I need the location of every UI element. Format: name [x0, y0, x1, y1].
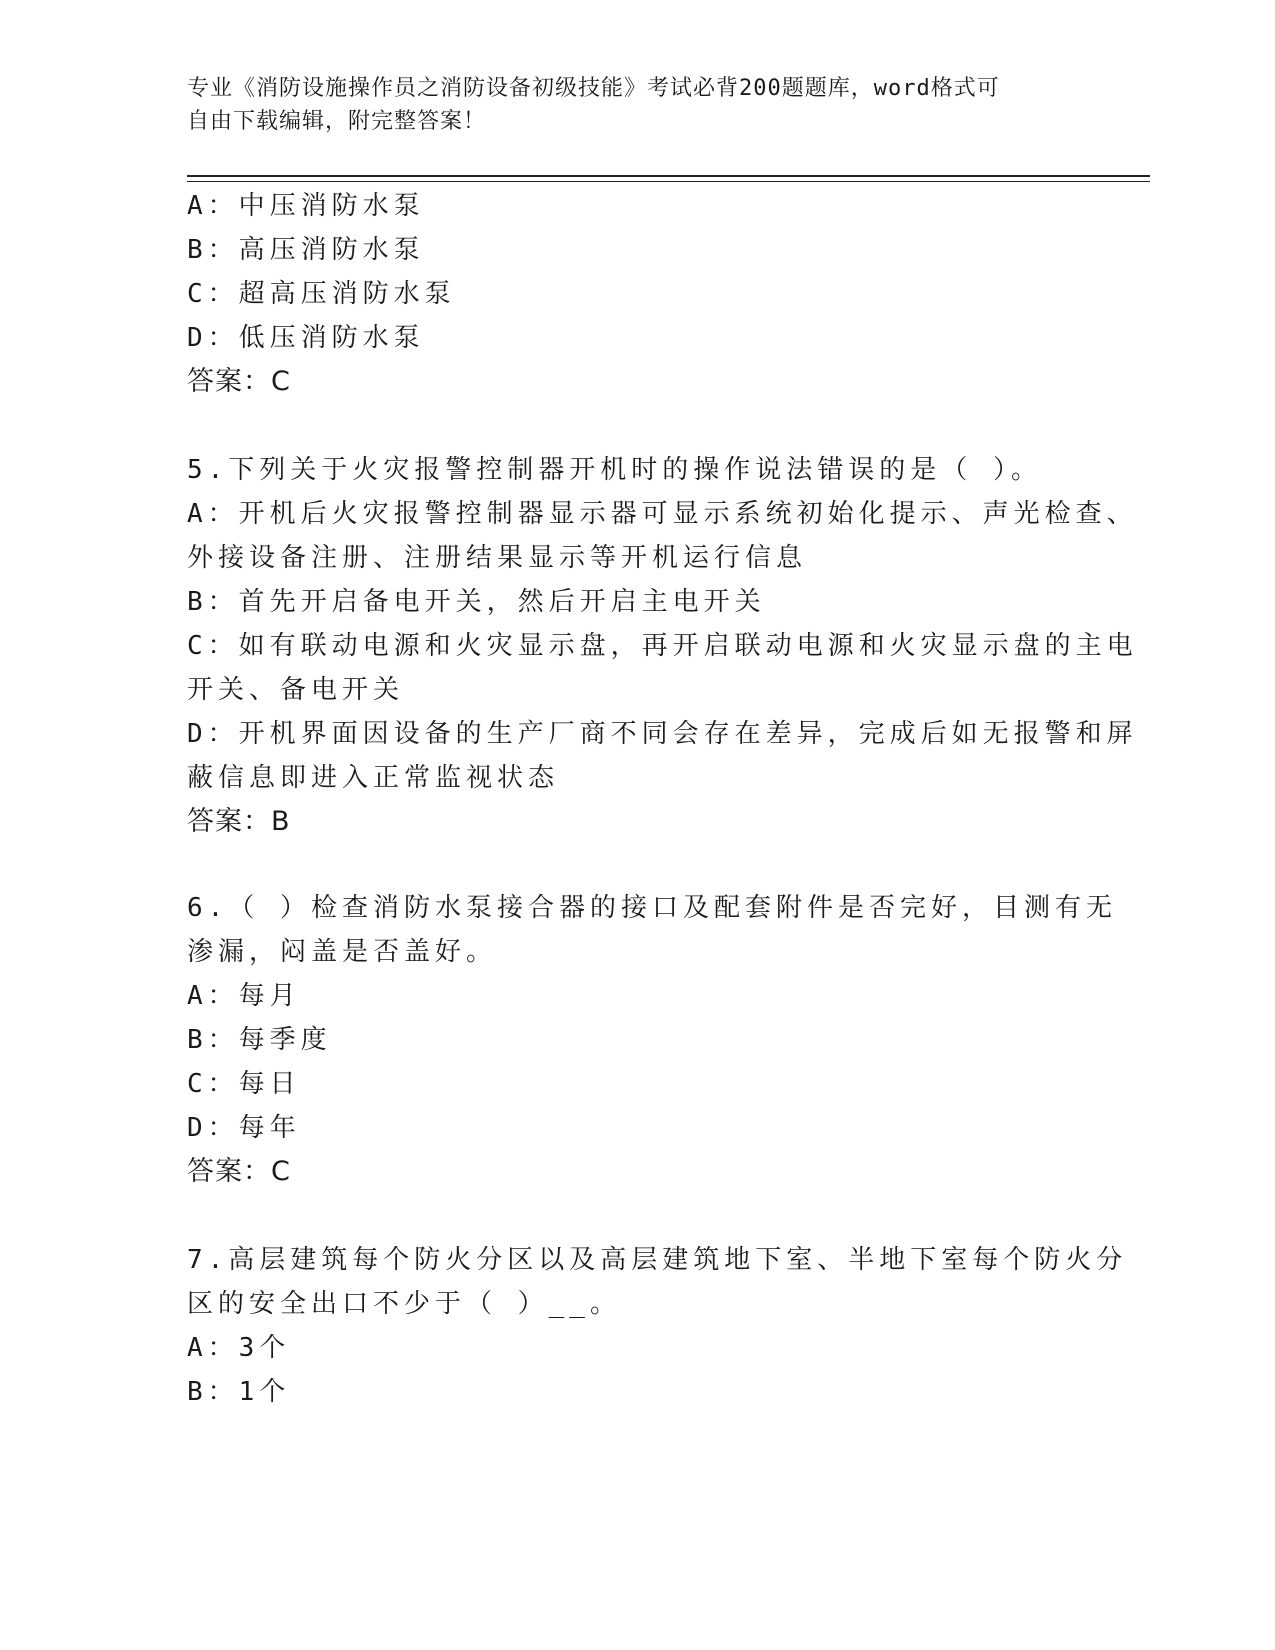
q6-answer-value: C: [271, 1156, 291, 1187]
q6-option-b: B：每季度: [187, 1025, 332, 1055]
q7-question-line-2: 区的安全出口不少于（ ）__。: [187, 1289, 621, 1319]
q5-option-d-line-1: D：开机界面因设备的生产厂商不同会存在差异，完成后如无报警和屏: [187, 719, 1138, 749]
q4-option-d: D：低压消防水泵: [187, 323, 425, 353]
q4-answer-label: 答案：: [187, 366, 271, 397]
q6-option-a: A：每月: [187, 981, 301, 1011]
q7-question-line-1: 7.高层建筑每个防火分区以及高层建筑地下室、半地下室每个防火分: [187, 1245, 1128, 1275]
q5-answer: [187, 804, 291, 840]
header-line-2: 自由下载编辑，附完整答案！: [187, 109, 487, 134]
q4-answer-value: C: [271, 366, 291, 397]
q6-option-c: C：每日: [187, 1069, 301, 1099]
q4-answer: [187, 364, 291, 400]
q5-option-b: B：首先开启备电开关，然后开启主电开关: [187, 587, 766, 617]
header-line-1: 专业《消防设施操作员之消防设备初级技能》考试必背200题题库，word格式可: [187, 76, 1000, 101]
q4-option-b: B：高压消防水泵: [187, 235, 425, 265]
q7-option-b: B：1个: [187, 1377, 291, 1407]
q7-option-a: A：3个: [187, 1333, 291, 1363]
q5-answer-label: 答案：: [187, 806, 271, 837]
q5-question: 5.下列关于火灾报警控制器开机时的操作说法错误的是（ ）。: [187, 455, 1042, 485]
q5-answer-value: B: [271, 806, 291, 837]
q5-option-a-line-1: A：开机后火灾报警控制器显示器可显示系统初始化提示、声光检查、: [187, 499, 1138, 529]
q5-option-d-line-2: 蔽信息即进入正常监视状态: [187, 763, 560, 793]
q5-option-c-line-1: C：如有联动电源和火灾显示盘，再开启联动电源和火灾显示盘的主电: [187, 631, 1138, 661]
q4-option-c: C：超高压消防水泵: [187, 279, 456, 309]
q6-answer-label: 答案：: [187, 1156, 271, 1187]
document-header: [187, 72, 1067, 138]
q6-answer: [187, 1154, 291, 1190]
header-divider-thin: [187, 181, 1150, 182]
q4-option-a: A：中压消防水泵: [187, 191, 425, 221]
q6-question-line-2: 渗漏，闷盖是否盖好。: [187, 937, 498, 967]
header-divider-thick: [187, 175, 1150, 177]
q5-option-a-line-2: 外接设备注册、注册结果显示等开机运行信息: [187, 543, 808, 573]
q6-option-d: D：每年: [187, 1113, 301, 1143]
q6-question-line-1: 6.（ ）检查消防水泵接合器的接口及配套附件是否完好，目测有无: [187, 893, 1117, 923]
q5-option-c-line-2: 开关、备电开关: [187, 675, 405, 705]
